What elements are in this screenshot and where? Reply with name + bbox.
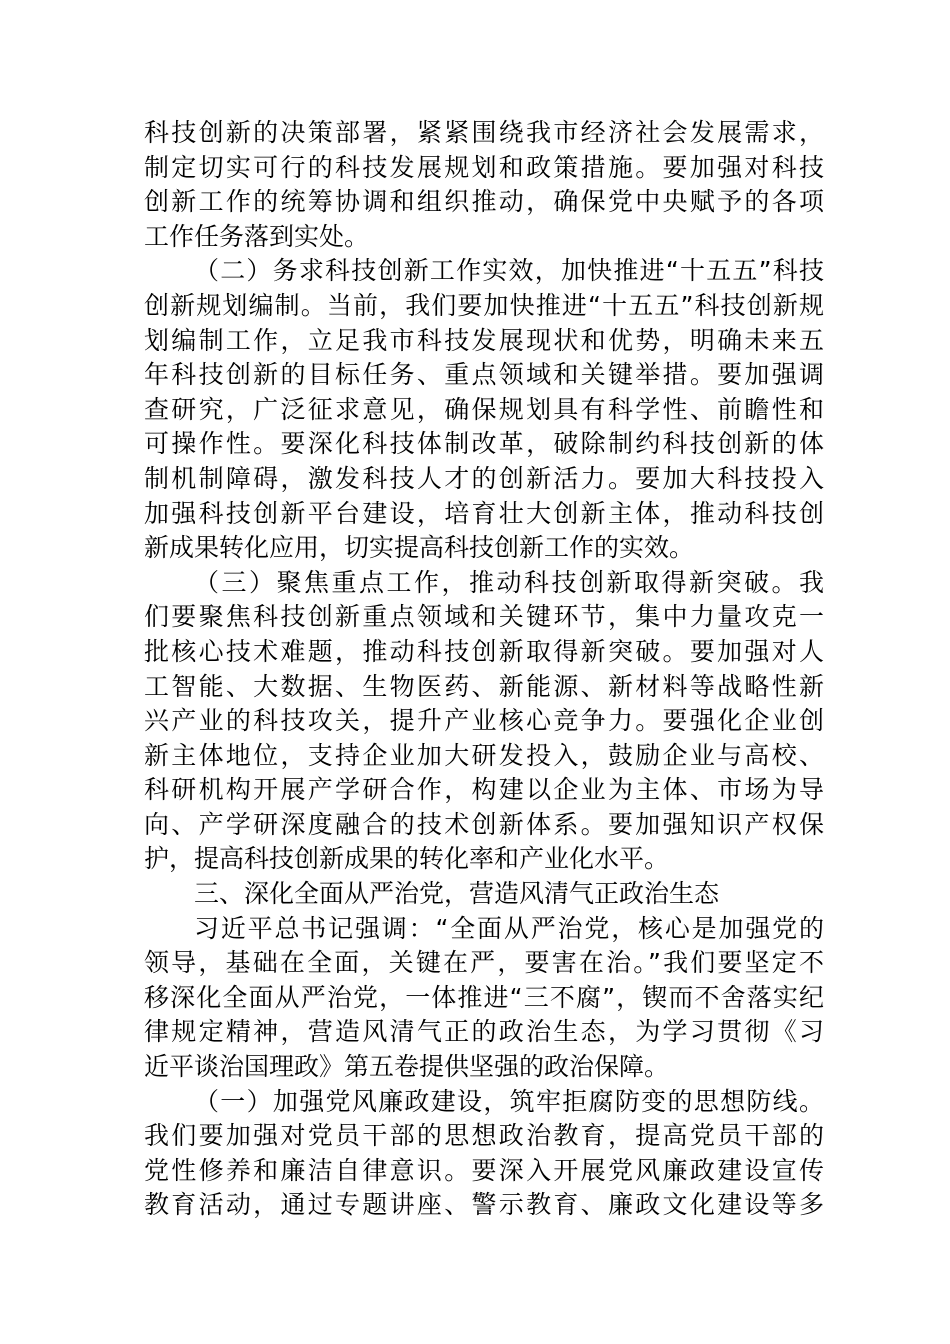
- text-line: 创新规划编制。当前，我们要加快推进“十五五”科技创新规: [144, 290, 826, 320]
- text-line: 创新工作的统筹协调和组织推动，确保党中央赋予的各项: [144, 187, 827, 217]
- text-line: 可操作性。要深化科技体制改革，破除制约科技创新的体: [144, 429, 827, 459]
- text-line: （一）加强党风廉政建设，筑牢拒腐防变的思想防线。: [194, 1086, 826, 1116]
- text-line: 年科技创新的目标任务、重点领域和关键举措。要加强调: [144, 360, 827, 390]
- text-line: 加强科技创新平台建设，培育壮大创新主体，推动科技创: [144, 498, 827, 528]
- text-line: 新主体地位，支持企业加大研发投入，鼓励企业与高校、: [144, 740, 827, 770]
- text-line: 护，提高科技创新成果的转化率和产业化水平。: [144, 844, 670, 874]
- text-line: 近平谈治国理政》第五卷提供坚强的政治保障。: [144, 1052, 670, 1082]
- text-line: 工智能、大数据、生物医药、新能源、新材料等战略性新: [144, 671, 827, 701]
- body-text: [144, 116, 827, 1223]
- text-line: 查研究，广泛征求意见，确保规划具有科学性、前瞻性和: [144, 394, 827, 424]
- text-line: 划编制工作，立足我市科技发展现状和优势，明确未来五: [144, 325, 827, 355]
- text-line: 制机制障碍，激发科技人才的创新活力。要加大科技投入: [144, 463, 827, 493]
- text-line: 三、深化全面从严治党，营造风清气正政治生态: [194, 879, 720, 909]
- text-line: 教育活动，通过专题讲座、警示教育、廉政文化建设等多: [144, 1190, 827, 1220]
- text-line: 向、产学研深度融合的技术创新体系。要加强知识产权保: [144, 809, 827, 839]
- text-line: （三）聚焦重点工作，推动科技创新取得新突破。我: [194, 567, 827, 597]
- text-line: 律规定精神，营造风清气正的政治生态，为学习贯彻《习: [144, 1017, 827, 1047]
- text-line: 科技创新的决策部署，紧紧围绕我市经济社会发展需求，: [144, 118, 827, 147]
- text-line: （二）务求科技创新工作实效，加快推进“十五五”科技: [194, 256, 826, 286]
- text-line: 领导，基础在全面，关键在严，要害在治。”我们要坚定不: [144, 948, 827, 978]
- text-line: 移深化全面从严治党，一体推进“三不腐”，锲而不舍落实纪: [144, 982, 826, 1012]
- text-line: 科研机构开展产学研合作，构建以企业为主体、市场为导: [144, 775, 827, 805]
- text-line: 习近平总书记强调：“全面从严治党，核心是加强党的: [194, 913, 826, 943]
- text-line: 批核心技术难题，推动科技创新取得新突破。要加强对人: [144, 636, 827, 666]
- text-line: 党性修养和廉洁自律意识。要深入开展党风廉政建设宣传: [144, 1155, 827, 1185]
- text-line: 兴产业的科技攻关，提升产业核心竞争力。要强化企业创: [144, 706, 827, 736]
- text-line: 制定切实可行的科技发展规划和政策措施。要加强对科技: [144, 152, 827, 182]
- text-line: 我们要加强对党员干部的思想政治教育，提高党员干部的: [144, 1121, 827, 1151]
- text-line: 们要聚焦科技创新重点领域和关键环节，集中力量攻克一: [144, 602, 827, 632]
- text-line: 新成果转化应用，切实提高科技创新工作的实效。: [144, 533, 695, 563]
- text-line: 工作任务落到实处。: [144, 221, 370, 251]
